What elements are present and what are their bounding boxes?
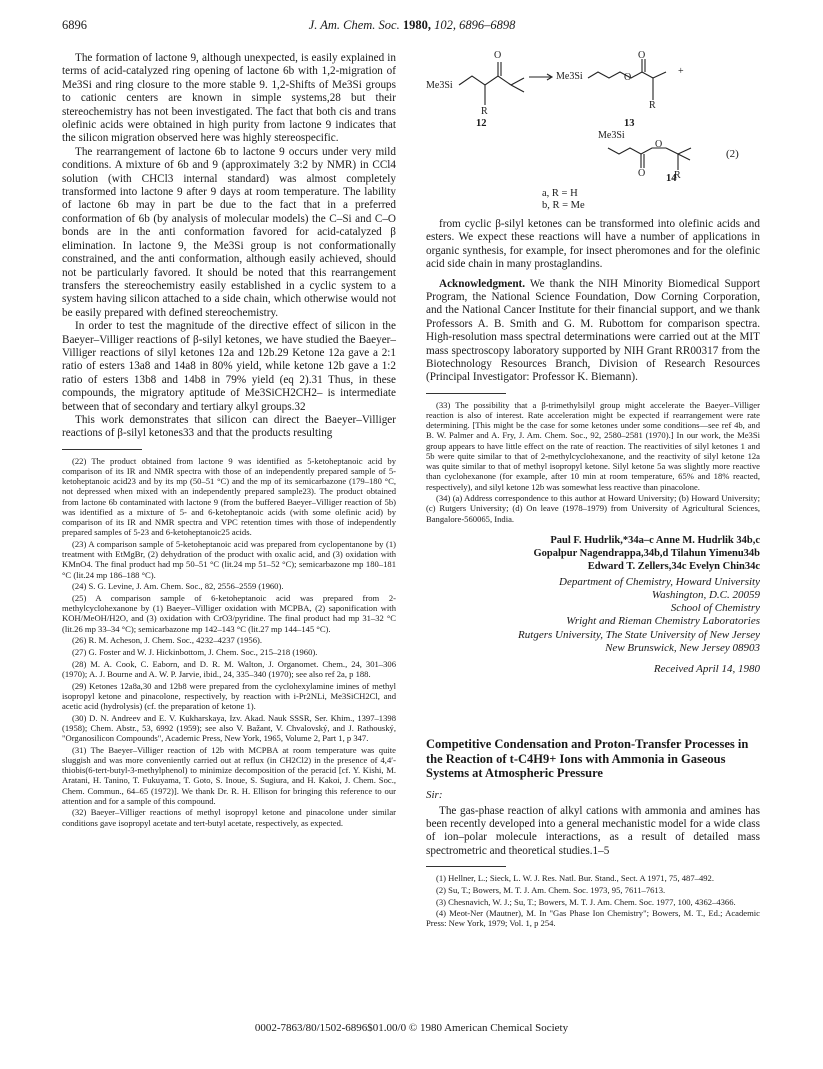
footnote: (27) G. Foster and W. J. Hickinbottom, J. Chem. Soc., 215–218 (1960). — [72, 646, 318, 657]
footnote: (34) (a) Address correspondence to this author at Howard University; (b) Howard University; (c) Rutgers University; (d) On leave (1978–1979) from University of Agricultural Sciences, Bangalore-560065, India. — [426, 493, 760, 524]
me3si-label: Me3Si — [598, 130, 625, 141]
footnote: (29) Ketones 12a8a,30 and 12b8 were prepared from the cyclohexylamine imines of methyl isopropyl ketone and pinacolone, respectively, by reaction with i-Pr2NLi, Me3SiCH2Cl, and acetic acid (hydrolysis) (cf. the preparation of ketone 1). — [62, 680, 396, 711]
compound-12: 12 — [476, 118, 487, 129]
footnote-divider — [426, 393, 506, 394]
r-label: R — [649, 100, 656, 111]
compound-13: 13 — [624, 118, 635, 129]
r-label: R — [674, 170, 681, 181]
footnote: (23) A comparison sample of 5-ketoheptanoic acid was prepared from cyclopentanone by (1) treatment with EtMgBr, (2) dehydration of the product with oxalic acid, and (3) oxidation with KMnO4. The final product had mp 50–51 °C (lit.24 mp 51–52 °C); semicarbazone mp 180–181 °C (lit.24 mp 186–188 °C). — [62, 538, 396, 580]
oxygen-label: O — [638, 168, 646, 179]
oxygen-label: O — [624, 72, 632, 83]
footnote: (28) M. A. Cook, C. Eaborn, and D. R. M. Walton, J. Organomet. Chem., 24, 301–306 (1970); A. J. Bourne and A. W. P. Jarvie, ibid., 24, 335–340 (1970); see also ref 2a, p 188. — [62, 658, 396, 679]
footnote: (33) The possibility that a β-trimethylsilyl group might accelerate the Baeyer–Villiger reaction is also of interest. Rate acceleration might be expected if rearrangement were rate determining. [This might be the case for some ketones under some conditions—see ref 4b, and B. W. Palmer and A. Fry, J. Am. Chem. Soc., 92, 2580–2581 (1970).] In our work, the Me3Si group appears to have little effect on the rate of reaction. The reactivities of silyl ketones 1 and 5b were quite similar to that of 2-methylcyclohexanone, and the reactivity of silyl ketone 12a was quite similar to that of methyl isopropyl ketone. Silyl ketone 5a was slightly more reactive than cyclohexanone (for example, after 10 min at room temperature, 65% and 18% reacted, respectively), and silyl ketone 12b was somewhat less reactive than pinacolone. — [426, 399, 760, 492]
reference: (4) Meot-Ner (Mautner), M. In "Gas Phase Ion Chemistry"; Bowers, M. T., Ed.; Academic Press: New York, 1979; Vol. 1, p 254. — [426, 908, 760, 929]
reference: (1) Hellner, L.; Sieck, L. W. J. Res. Natl. Bur. Stand., Sect. A 1971, 75, 487–492. — [436, 873, 714, 884]
footnote: (22) The product obtained from lactone 9 was identified as 5-ketoheptanoic acid by comparison of its IR and NMR spectra with those of an independently prepared sample of 5-ketoheptanoic acid23 and by its mp (50–51 °C) and the mp of its semicarbazone (179–180 °C, not depressed when mixed with an independently prepared sample23). The product obtained from lactone 6b contaminated with lactone 9 (from the buffered Baeyer–Villiger reaction of 5b) was identified as a mixture of 5- and 6-ketoheptanoic acids (with some olefinic acid) by comparison of its IR and NMR spectra and VPC retention times with those of independently prepared samples of 5-23 and 6-ketoheptanoic25 acids. — [62, 455, 396, 538]
paragraph: The rearrangement of lactone 6b to lactone 9 occurs under very mild conditions. A mixture of 6b and 9 (approximately 3:2 by NMR) in CCl4 solution (with CHCl3 internal standard) was almost completely transformed into lactone 9 after 9 days at room temperature. The lability of lactone 6b may in part be due to the fact that in a preferred conformation of 6b (by analysis of molecular models) the C–Si and C–O bonds are in the anti conformation favored for acid-catalyzed β elimination. In lactone 9, the Me3Si group is not conformationally constrained, and the anti conformation, although easily achieved, should not be particularly favored. It should be noted that this rearrangement transfers the stereochemistry easily established in a cyclic system to a system having silicon attached to a side chain, which otherwise would not be easily prepared with defined stereochemistry. — [62, 145, 396, 319]
compound-14: 14 — [666, 173, 677, 184]
page-header — [62, 18, 762, 36]
received-date: Received April 14, 1980 — [653, 663, 760, 676]
footnote: (24) S. G. Levine, J. Am. Chem. Soc., 82, 2556–2559 (1960). — [72, 581, 284, 592]
equation-number: (2) — [726, 148, 739, 160]
author-line: Edward T. Zellers,34c Evelyn Chin34c — [587, 560, 760, 572]
left-column — [62, 52, 396, 829]
acknowledgment: Acknowledgment. We thank the NIH Minority Biomedical Support Program, the National Science Foundation, Dow Corning Corporation, and the National Cancer Institute for their financial support, and we thank Professors A. B. Smith and G. M. Rubottom for comparison spectra. High-resolution mass spectral determinations were carried out at the MIT mass spectroscopy laboratory supported by NIH Grant RR00317 from the Biotechnology Resources Branch, Division of Research Resources (Principal Investigator: Professor K. Biemann). — [426, 277, 760, 384]
author-line: Gopalpur Nagendrappa,34b,d Tilahun Yimenu34b — [533, 547, 760, 559]
affiliations — [426, 576, 760, 655]
right-footnotes — [426, 400, 760, 524]
affiliation-line: Washington, D.C. 20059 — [651, 589, 760, 602]
footnote-divider — [426, 866, 506, 867]
page-number: 6896 — [62, 18, 87, 32]
plus-sign: + — [678, 66, 684, 77]
footnote: (31) The Baeyer–Villiger reaction of 12b with MCPBA at room temperature was quite sluggish and was more conveniently carried out at reflux (in CH2Cl2) in the presence of 4,4′-thiobis(6-tert-butyl-3-methylphenol) to minimize decomposition of the peracid [cf. Y. Kishi, M. Aratani, H. Tanino, T. Fukuyama, T. Goto, S. Inoue, S. Sugiura, and H. Kakoi, J. Chem. Soc., Chem. Commun., 64–65 (1972)]. We thank Dr. R. H. Ellison for bringing this reference to our attention and for a sample of this compound. — [62, 744, 396, 806]
substituent-b: b, R = Me — [542, 200, 585, 211]
me3si-label: Me3Si — [556, 71, 583, 82]
right-column — [426, 50, 760, 930]
paragraph: In order to test the magnitude of the directive effect of silicon in the Baeyer–Villiger reactions of β-silyl ketones, we have studied the Baeyer–Villiger reactions of silyl ketones 12a and 12b.29 Ketone 12a gave a 2:1 ratio of esters 13a8 and 14a8 in 80% yield, while ketone 12b gave a 1:2 ratio of esters 13b8 and 14b8 in 79% yield (eq 2).31 Thus, in these compounds, the migratory aptitude of Me3SiCH2CH2– is intermediate between that of secondary and tertiary alkyl groups.32 — [62, 320, 396, 413]
author-list — [426, 534, 760, 573]
salutation: Sir: — [426, 788, 443, 801]
affiliation-line: New Brunswick, New Jersey 08903 — [605, 641, 760, 654]
left-body-text — [62, 52, 396, 441]
article-title: Competitive Condensation and Proton-Transfer Processes in the Reaction of t-C4H9+ Ions with Ammonia in Gaseous Systems at Atmospheric Pressure — [426, 737, 749, 781]
reference: (2) Su, T.; Bowers, M. T. J. Am. Chem. Soc. 1973, 95, 7611–7613. — [436, 884, 666, 895]
journal-citation: J. Am. Chem. Soc. 1980, 102, 6896–6898 — [308, 18, 516, 32]
reference-list — [426, 873, 760, 929]
oxygen-label: O — [494, 50, 502, 61]
footnote: (25) A comparison sample of 6-ketoheptanoic acid was prepared from 2-methylcyclohexanone by (1) Baeyer–Villiger oxidation with MCPBA, (2) saponification with KOH/MeOH/H2O, and (3) oxidation with CrO3/pyridine. The final product had mp 31–32 °C (lit.26 mp 33–34 °C); semicarbazone mp 142–143 °C (lit.27 mp 144–145 °C). — [62, 592, 396, 634]
paragraph: from cyclic β-silyl ketones can be transformed into olefinic acids and esters. We expect these reactions will have a number of applications in organic synthesis, for example, for insect pheromones and for the olefinic acid side chain in many prostaglandins. — [426, 218, 760, 271]
oxygen-label: O — [638, 50, 646, 61]
r-label: R — [481, 106, 488, 117]
footnote-divider — [62, 449, 142, 450]
footnote: (32) Baeyer–Villiger reactions of methyl isopropyl ketone and pinacolone under similar conditions gave isopropyl acetate and tert-butyl acetate, respectively, as expected. — [62, 807, 396, 828]
reaction-scheme — [426, 50, 760, 255]
page-footer: 0002-7863/80/1502-6896$01.00/0 © 1980 American Chemical Society — [254, 1022, 569, 1034]
me3si-label: Me3Si — [426, 80, 453, 91]
reference: (3) Chesnavich, W. J.; Su, T.; Bowers, M. T. J. Am. Chem. Soc. 1977, 100, 4362–4366. — [436, 896, 736, 907]
structure-drawing — [426, 50, 760, 255]
footnote: (30) D. N. Andreev and E. V. Kukharskaya, Izv. Akad. Nauk SSSR, Ser. Khim., 1397–1398 (1958); Chem. Abstr., 53, 6992 (1959); see also V. Bažant, V. Chvalovský, and J. Rathouský, "Organosilicon Compounds", Academic Press, New York, 1965, Volume 2, Part 1, p 347. — [62, 712, 396, 744]
affiliation-line: Wright and Rieman Chemistry Laboratories — [566, 615, 760, 628]
paragraph: The formation of lactone 9, although unexpected, is easily explained in terms of acid-catalyzed ring opening of lactone 6b with 1,2-migration of Me3Si and ring closure to the more stable 9. 1,2-Shifts of Me3Si groups to cationic centers are known in simple systems,28 but their stereochemistry has not been investigated. The fact that both cis and trans olefinic acids were obtained in high purity from lactone 9 indicates that the silicon migration observed here was highly stereospecific. — [62, 52, 396, 145]
left-footnotes — [62, 456, 396, 828]
affiliation-line: School of Chemistry — [670, 602, 760, 615]
affiliation-line: Rutgers University, The State University of New Jersey — [518, 628, 760, 641]
substituent-a: a, R = H — [542, 188, 578, 199]
article-paragraph: The gas-phase reaction of alkyl cations with ammonia and amines has been recently developed into a general mechanistic model for a wide class of ion–polar molecule interactions, as a result of detailed mass spectrometric and theoretical studies.1–5 — [426, 804, 760, 857]
affiliation-line: Department of Chemistry, Howard University — [559, 575, 760, 588]
author-line: Paul F. Hudrlik,*34a–c Anne M. Hudrlik 34b,c — [550, 534, 760, 546]
paragraph: This work demonstrates that silicon can direct the Baeyer–Villiger reactions of β-silyl ketones33 and that the products resulting — [62, 413, 396, 440]
oxygen-label: O — [655, 139, 663, 150]
footnote: (26) R. M. Acheson, J. Chem. Soc., 4232–4237 (1956). — [72, 635, 263, 646]
